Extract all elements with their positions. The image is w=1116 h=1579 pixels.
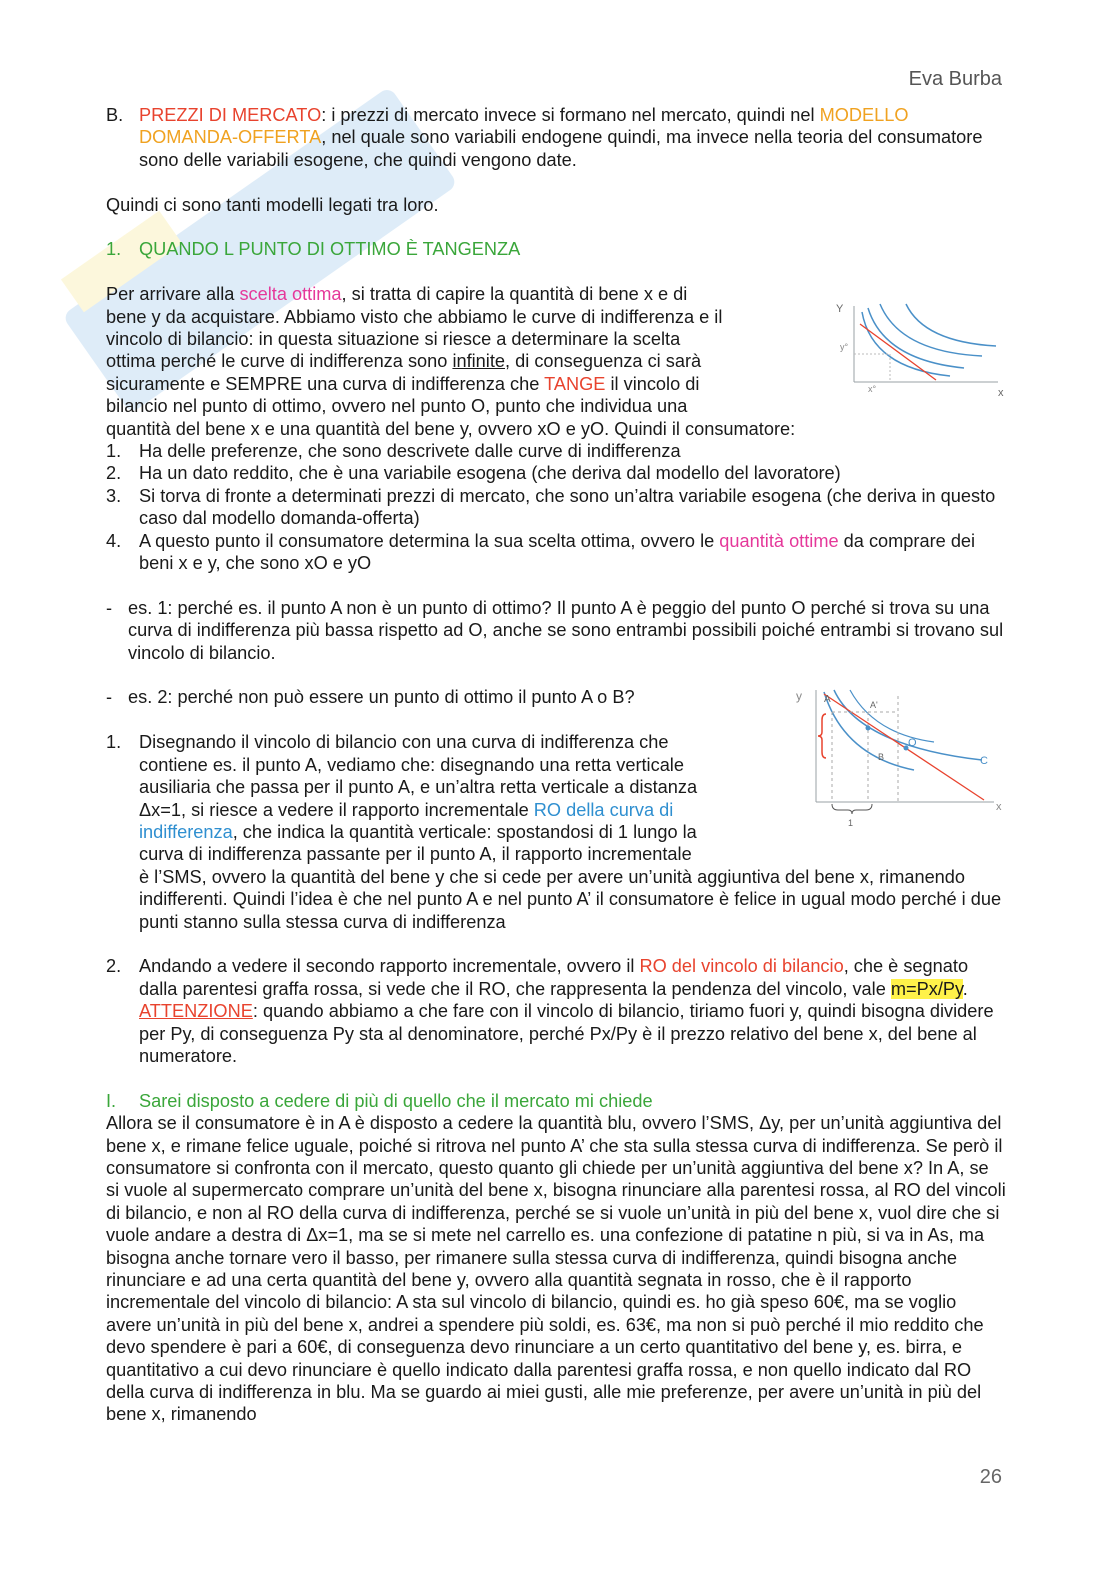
fig2-axis-y: y: [796, 689, 802, 703]
term-tange: TANGE: [544, 373, 606, 394]
section-heading-tangency: 1. QUANDO L PUNTO DI OTTIMO È TANGENZA: [106, 239, 521, 260]
term-market-prices: PREZZI DI MERCATO: [139, 105, 322, 125]
fig2-axis-x: x: [996, 801, 1002, 813]
fig2-label-c: C: [980, 755, 988, 767]
fig2-label-one: 1: [848, 818, 854, 828]
term-ro-indifference: RO della curva di: [533, 799, 674, 820]
list-marker: B.: [106, 105, 124, 125]
list-item-b: B. PREZZI DI MERCATO: i prezzi di mercato invece si formano nel mercato, quindi nel MODELLO DOMANDA-OFFERTA, nel quale sono variabili endogene quindi, ma invece nella teoria del consumatore sono delle variabili esogene, che quindi vengono date.: [106, 105, 983, 170]
explanation-item-1: 1. Disegnando il vincolo di bilancio con una curva di indifferenza che contiene es. il punto A, vediamo che: disegnando una retta verticale ausiliaria che passa per il punto A, e un’altra retta verticale a distanza Δx=1, si riesce a vedere il rapporto incrementale RO della curva di indifferenza, che indica la quantità verticale: spostandosi di 1 lungo la curva di indifferenza passante per il punto A, il rapporto incrementale è l’SMS, ovvero la quantità del bene y che si cede per avere un’unità aggiuntiva del bene x, rimanendo indifferenti. Quindi l’idea è che nel punto A e nel punto A’ il consumatore è felice in ugual modo perché i due punti stanno sulla stessa curva di indifferenza: [106, 732, 1002, 932]
list-item-3: 3. Si torva di fronte a determinati prezzi di mercato, che sono un’altra variabile esogena (che deriva in questo caso dal modello domanda-offerta): [106, 485, 996, 529]
fig1-label-y: y°: [840, 342, 849, 352]
document-body: [106, 104, 1006, 1426]
list-item-1: 1. Ha delle preferenze, che sono descrivete dalle curve di indifferenza: [106, 441, 681, 462]
fig2-label-o: O: [908, 737, 917, 749]
fig2-label-a-prime: A': [870, 700, 878, 710]
example-2: - es. 2: perché non può essere un punto di ottimo il punto A o B?: [106, 687, 635, 708]
explanation-item-2: 2. Andando a vedere il secondo rapporto incrementale, ovvero il RO del vincolo di bilancio, che è segnato dalla parentesi graffa rossa, si vede che il RO, che rappresenta la pendenza del vincolo, vale m=Px/Py. ATTENZIONE: quando abbiamo a che fare con il vincolo di bilancio, tiriamo fuori y, quindi bisogna dividere per Py, di conseguenza Py sta al denominatore, perché Px/Py è il prezzo relativo del bene x, del bene al numeratore.: [106, 956, 994, 1066]
fig2-label-b: B: [878, 752, 885, 762]
fig1-axis-y: Y: [836, 303, 844, 315]
fig1-label-x: x°: [868, 384, 877, 394]
paragraph-final: Allora se il consumatore è in A è disposto a cedere la quantità blu, ovvero l’SMS, Δy, per un’unità aggiuntiva del bene x, e rimane felice uguale, poiché si ritrova nel punto A’ che sta sulla stessa curva di indifferenza. Se però il consumatore si confronta con il mercato, questo quanto gli chiede per un’unità aggiuntiva del bene x? In A, se si vuole al supermercato comprare un’unità del bene x, bisogna rinunciare alla parentesi rossa, al RO del vincoli di bilancio, e non al RO della curva di indifferenza, perché se si vuole un’unità in più del bene x, vuol dire che si vuole andare a destra di Δx=1, ma se si mete nel carrello es. una confezione di patatine n più, si va in As, ma bisogna anche tornare vero il basso, per rimanere sulla stessa curva di indifferenza, quindi bisogna anche rinunciare e ad una certa quantità del bene y, ovvero alla quantità segnata in rosso, che è il rapporto incrementale del vincolo di bilancio: A sta sul vincolo di bilancio, quindi es. ho già speso 60€, ma se voglio avere un’unità in più del bene x, andrei a spendere più soldi, es. 63€, ma non si può perché il mio reddito che devo spendere è pari a 60€, di conseguenza devo rinunciare a un certo quantitativo del bene y, es. birra, e quantitativo a cui devo rinunciare è quello indicato dalla parentesi graffa rossa, e non quello indicato dal RO della curva di indifferenza in blu. Ma se guardo ai miei gusti, alle mie preferenze, per avere un’unità in più del bene x, rimanendo: [106, 1113, 1006, 1425]
term-optimal-choice: scelta ottima: [239, 284, 342, 305]
example-1: - es. 1: perché es. il punto A non è un punto di ottimo? Il punto A è peggio del punto O perché si trova su una curva di indifferenza più bassa rispetto ad O, anche se sono entrambi possibili poiché entrambi si trovano sul vincolo di bilancio.: [106, 597, 1004, 663]
term-supply-demand-model: MODELLO DOMANDA-OFFERTA: [139, 105, 909, 148]
paragraph-optimal-choice: Per arrivare alla scelta ottima, si tratta di capire la quantità di bene x e di bene y da acquistare. Abbiamo visto che abbiamo le curve di indifferenza e il vincolo di bilancio: in questa situazione si riesce a determinare la scelta ottima perché le curve di indifferenza sono infinite, di conseguenza ci sarà sicuramente e SEMPRE una curva di indifferenza che TANGE il vincolo di bilancio nel punto di ottimo, ovvero nel punto O, punto che individua una quantità del bene x e una quantità del bene y, ovvero xO e yO. Quindi il consumatore:: [106, 284, 796, 439]
term-infinite: infinite: [452, 351, 506, 372]
section-heading-willing: I. Sarei disposto a cedere di più di quello che il mercato mi chiede: [106, 1090, 653, 1111]
list-item-2: 2. Ha un dato reddito, che è una variabile esogena (che deriva dal modello del lavoratore): [106, 463, 841, 484]
formula-slope: m=Px/Py: [890, 978, 963, 999]
term-ro-budget: RO del vincolo di bilancio: [639, 956, 844, 977]
list-item-4: 4. A questo punto il consumatore determina la sua scelta ottima, ovvero le quantità ottime da comprare dei beni x e y, che sono xO e yO: [106, 530, 976, 574]
fig2-label-a: A: [824, 694, 831, 705]
paragraph-models: Quindi ci sono tanti modelli legati tra loro.: [106, 194, 439, 215]
author-name: Eva Burba: [908, 68, 1002, 90]
fig1-axis-x: x: [998, 387, 1004, 399]
term-optimal-quantities: quantità ottime: [719, 530, 839, 551]
term-attention: ATTENZIONE: [139, 1001, 253, 1022]
page-number: 26: [979, 1466, 1002, 1488]
